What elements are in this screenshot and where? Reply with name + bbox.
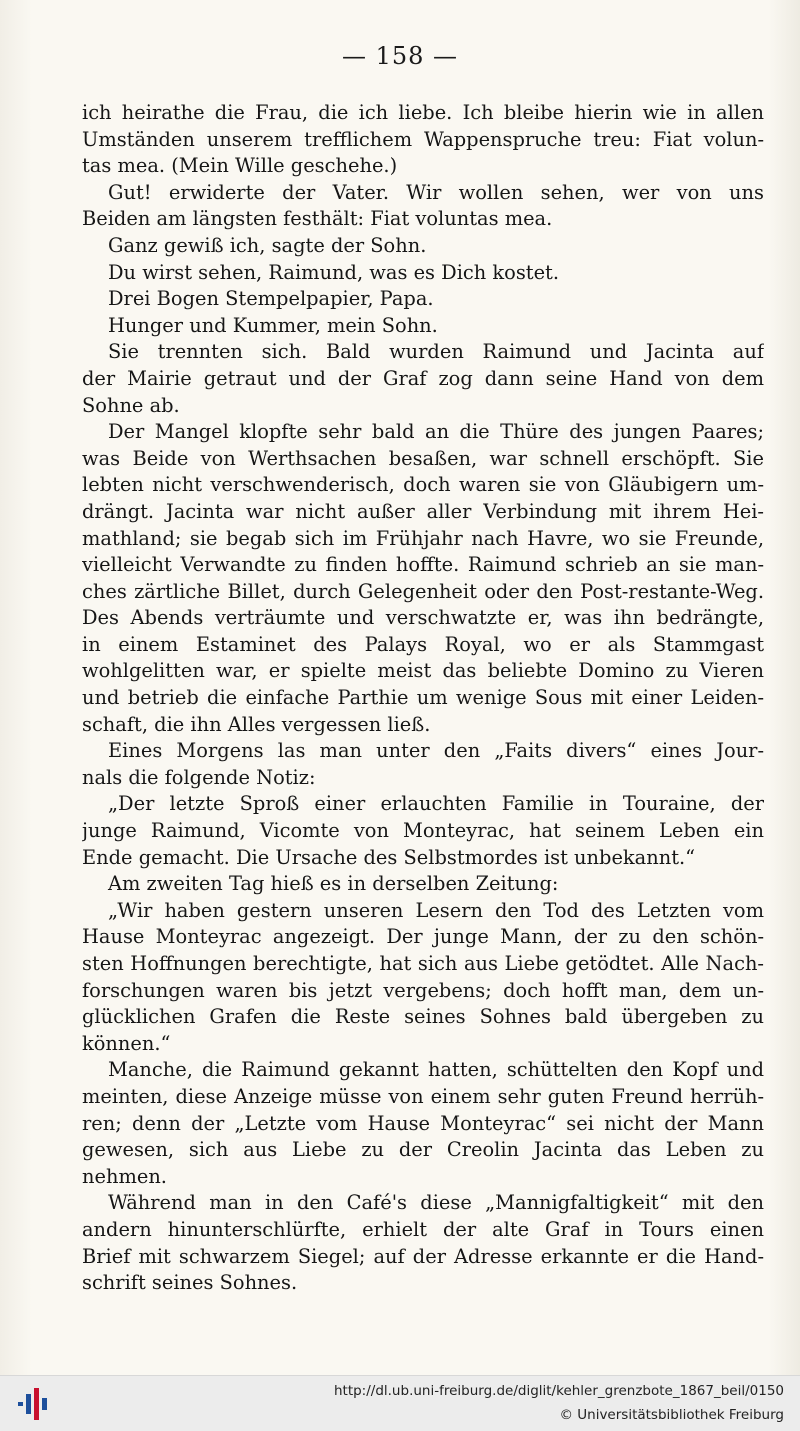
text-line: Umständen unserem trefflichem Wappenspruche treu: Fiat volun- (82, 127, 764, 151)
text-line: in einem Estaminet des Palays Royal, wo er als Stammgast (82, 632, 764, 656)
copyright-text: © Universitätsbibliothek Freiburg (559, 1407, 784, 1423)
text-line: der Mairie getraut und der Graf zog dann seine Hand von dem (82, 366, 764, 390)
text-line: Sie trennten sich. Bald wurden Raimund und Jacinta auf (108, 340, 764, 364)
text-line: meinten, diese Anzeige müsse von einem sehr guten Freund herrüh- (82, 1084, 764, 1108)
text-line: Der Mangel klopfte sehr bald an die Thüre des jungen Paares; (108, 420, 764, 444)
text-line: „Der letzte Sproß einer erlauchten Familie in Touraine, der (108, 792, 764, 816)
text-line: können.“ (82, 1031, 171, 1055)
text-line: Beiden am längsten festhält: Fiat voluntas mea. (82, 207, 553, 231)
text-line: Während man in den Café's diese „Mannigfaltigkeit“ mit den (108, 1191, 764, 1215)
text-line: „Wir haben gestern unseren Lesern den Tod des Letzten vom (108, 898, 764, 922)
text-line: drängt. Jacinta war nicht außer aller Verbindung mit ihrem Hei- (82, 499, 764, 523)
text-line: Ganz gewiß ich, sagte der Sohn. (108, 233, 427, 257)
viewer-footer (0, 1375, 800, 1431)
text-line: gewesen, sich aus Liebe zu der Creolin Jacinta das Leben zu (82, 1138, 764, 1162)
text-line: ren; denn der „Letzte vom Hause Monteyrac“ sei nicht der Mann (82, 1111, 764, 1135)
logo-bar (26, 1394, 31, 1414)
source-url-link[interactable]: http://dl.ub.uni-freiburg.de/diglit/kehler_grenzbote_1867_beil/0150 (333, 1383, 784, 1399)
text-line: junge Raimund, Vicomte von Monteyrac, hat seinem Leben ein (82, 819, 764, 843)
text-line: Drei Bogen Stempelpapier, Papa. (108, 287, 434, 311)
text-line: forschungen waren bis jetzt vergebens; doch hofft man, dem un- (82, 978, 764, 1002)
text-line: Du wirst sehen, Raimund, was es Dich kostet. (108, 260, 560, 284)
text-line: Ende gemacht. Die Ursache des Selbstmordes ist unbekannt.“ (82, 845, 696, 869)
text-line: nehmen. (82, 1164, 167, 1188)
text-line: ich heirathe die Frau, die ich liebe. Ich bleibe hierin wie in allen (82, 101, 764, 124)
text-line: und betrieb die einfache Parthie um wenige Sous mit einer Leiden- (82, 686, 764, 710)
text-line: wohlgelitten war, er spielte meist das beliebte Domino zu Vieren (82, 659, 764, 683)
logo-bar (34, 1388, 39, 1420)
text-line: schrift seines Sohnes. (82, 1271, 298, 1295)
text-line: Eines Morgens las man unter den „Faits divers“ eines Jour- (108, 739, 764, 763)
text-line: nals die folgende Notiz: (82, 765, 316, 789)
text-line: Hause Monteyrac angezeigt. Der junge Mann, der zu den schön- (82, 925, 764, 949)
text-line: Brief mit schwarzem Siegel; auf der Adresse erkannte er die Hand- (82, 1244, 764, 1268)
body-text (82, 100, 764, 1297)
text-line: Am zweiten Tag hieß es in derselben Zeitung: (108, 872, 559, 896)
text-line: tas mea. (Mein Wille geschehe.) (82, 154, 398, 178)
text-line: lebten nicht verschwenderisch, doch waren sie von Gläubigern um- (82, 473, 764, 497)
logo-bar (42, 1398, 47, 1410)
logo-bar (18, 1402, 23, 1406)
text-line: Manche, die Raimund gekannt hatten, schüttelten den Kopf und (108, 1058, 764, 1082)
page-number: — 158 — (341, 42, 459, 70)
text-line: Sohne ab. (82, 393, 180, 417)
text-line: was Beide von Werthsachen besaßen, war schnell erschöpft. Sie (82, 446, 764, 470)
text-line: vielleicht Verwandte zu finden hoffte. Raimund schrieb an sie man- (82, 553, 764, 577)
text-line: Gut! erwiderte der Vater. Wir wollen sehen, wer von uns (108, 180, 764, 204)
text-line: Hunger und Kummer, mein Sohn. (108, 313, 438, 337)
text-line: glücklichen Grafen die Reste seines Sohnes bald übergeben zu (82, 1005, 764, 1029)
text-line: mathland; sie begab sich im Frühjahr nach Havre, wo sie Freunde, (82, 526, 764, 550)
text-line: andern hinunterschlürfte, erhielt der alte Graf in Tours einen (82, 1217, 764, 1241)
library-logo-icon (14, 1384, 54, 1424)
text-line: ches zärtliche Billet, durch Gelegenheit oder den Post-restante-Weg. (82, 579, 764, 603)
text-line: sten Hoffnungen berechtigte, hat sich aus Liebe getödtet. Alle Nach- (82, 952, 764, 975)
text-line: schaft, die ihn Alles vergessen ließ. (82, 712, 431, 736)
text-line: Des Abends verträumte und verschwatzte er, was ihn bedrängte, (82, 606, 764, 630)
